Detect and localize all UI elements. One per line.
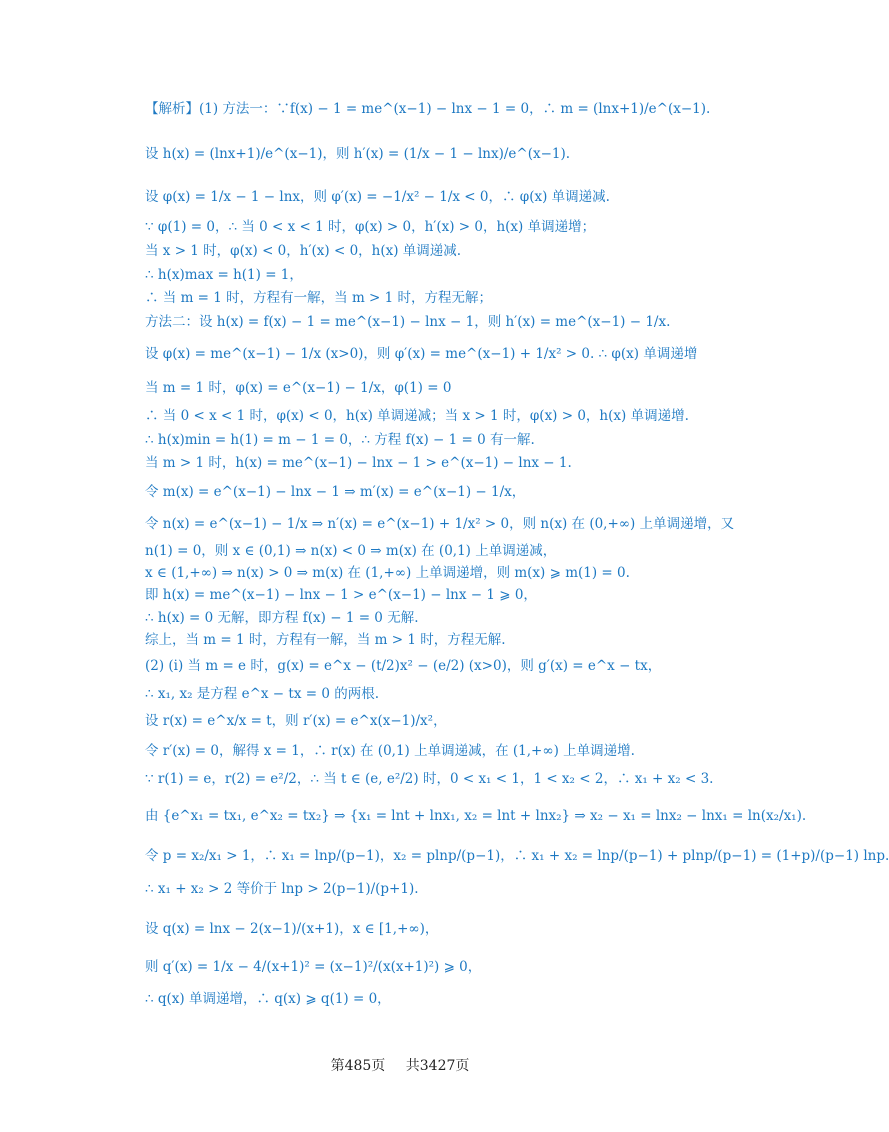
solution-line: ∴ h(x) = 0 无解，即方程 f(x) − 1 = 0 无解. — [145, 610, 419, 626]
solution-line: 当 x > 1 时，φ(x) < 0，h′(x) < 0，h(x) 单调递减. — [145, 243, 462, 259]
solution-line: ∵ r(1) = e，r(2) = e²/2，∴ 当 t ∈ (e, e²/2) 时，0 < x₁ < 1，1 < x₂ < 2，∴ x₁ + x₂ < 3. — [145, 771, 714, 787]
solution-line: ∵ φ(1) = 0，∴ 当 0 < x < 1 时，φ(x) > 0，h′(x) > 0，h(x) 单调递增； — [145, 219, 596, 235]
solution-line: n(1) = 0，则 x ∈ (0,1) ⇒ n(x) < 0 ⇒ m(x) 在 (0,1) 上单调递减， — [145, 543, 557, 559]
solution-line: 【解析】(1) 方法一：∵f(x) − 1 = me^(x−1) − lnx − 1 = 0，∴ m = (lnx+1)/e^(x−1). — [145, 101, 711, 117]
page-footer — [0, 1055, 800, 1075]
solution-line: 设 q(x) = lnx − 2(x−1)/(x+1)，x ∈ [1,+∞)， — [145, 921, 439, 937]
total-pages: 共3427页 — [405, 1058, 470, 1074]
solution-line: 由 {e^x₁ = tx₁, e^x₂ = tx₂} ⇒ {x₁ = lnt + lnx₁, x₂ = lnt + lnx₂} ⇒ x₂ − x₁ = lnx₂ − lnx₁ = ln(x₂/x₁). — [145, 808, 807, 824]
solution-line: 令 r′(x) = 0，解得 x = 1，∴ r(x) 在 (0,1) 上单调递减，在 (1,+∞) 上单调递增. — [145, 743, 635, 759]
page-number: 第485页 — [330, 1058, 386, 1074]
solution-line: 设 φ(x) = 1/x − 1 − lnx，则 φ′(x) = −1/x² − 1/x < 0，∴ φ(x) 单调递减. — [145, 189, 610, 205]
solution-line: 令 m(x) = e^(x−1) − lnx − 1 ⇒ m′(x) = e^(x−1) − 1/x， — [145, 484, 526, 500]
solution-line: ∴ x₁ + x₂ > 2 等价于 lnp > 2(p−1)/(p+1). — [145, 881, 419, 897]
solution-line: 令 n(x) = e^(x−1) − 1/x ⇒ n′(x) = e^(x−1) + 1/x² > 0，则 n(x) 在 (0,+∞) 上单调递增，又 — [145, 516, 735, 532]
solution-line: 方法二：设 h(x) = f(x) − 1 = me^(x−1) − lnx − 1，则 h′(x) = me^(x−1) − 1/x. — [145, 314, 671, 330]
solution-line: x ∈ (1,+∞) ⇒ n(x) > 0 ⇒ m(x) 在 (1,+∞) 上单调递增，则 m(x) ⩾ m(1) = 0. — [145, 565, 630, 581]
solution-line: ∴ q(x) 单调递增，∴ q(x) ⩾ q(1) = 0， — [145, 991, 391, 1007]
solution-line: 则 q′(x) = 1/x − 4/(x+1)² = (x−1)²/(x(x+1)²) ⩾ 0， — [145, 959, 482, 975]
solution-line: ∴ x₁, x₂ 是方程 e^x − tx = 0 的两根. — [145, 686, 380, 702]
solution-line: 设 r(x) = e^x/x = t，则 r′(x) = e^x(x−1)/x²， — [145, 713, 447, 729]
solution-line: 当 m = 1 时，φ(x) = e^(x−1) − 1/x，φ(1) = 0 — [145, 380, 452, 396]
solution-line: 当 m > 1 时，h(x) = me^(x−1) − lnx − 1 > e^(x−1) − lnx − 1. — [145, 455, 572, 471]
solution-line: (2) (i) 当 m = e 时，g(x) = e^x − (t/2)x² − (e/2) (x>0)，则 g′(x) = e^x − tx， — [145, 658, 662, 674]
solution-line: 令 p = x₂/x₁ > 1，∴ x₁ = lnp/(p−1)，x₂ = plnp/(p−1)，∴ x₁ + x₂ = lnp/(p−1) + plnp/(p−1) = (1+p)/(p−1) lnp. — [145, 848, 889, 864]
solution-line: 设 φ(x) = me^(x−1) − 1/x (x>0)，则 φ′(x) = me^(x−1) + 1/x² > 0. ∴ φ(x) 单调递增 — [145, 346, 698, 362]
solution-line: ∴ h(x)min = h(1) = m − 1 = 0，∴ 方程 f(x) − 1 = 0 有一解. — [145, 432, 535, 448]
solution-line: 即 h(x) = me^(x−1) − lnx − 1 > e^(x−1) − lnx − 1 ⩾ 0， — [145, 587, 537, 603]
solution-line: ∴ 当 0 < x < 1 时，φ(x) < 0，h(x) 单调递减；当 x > 1 时，φ(x) > 0，h(x) 单调递增. — [145, 408, 689, 424]
solution-line: 设 h(x) = (lnx+1)/e^(x−1)，则 h′(x) = (1/x − 1 − lnx)/e^(x−1). — [145, 146, 571, 162]
solution-line: 综上，当 m = 1 时，方程有一解，当 m > 1 时，方程无解. — [145, 632, 506, 648]
solution-line: ∴ h(x)max = h(1) = 1， — [145, 267, 303, 283]
solution-line: ∴ 当 m = 1 时，方程有一解，当 m > 1 时，方程无解； — [145, 290, 493, 306]
